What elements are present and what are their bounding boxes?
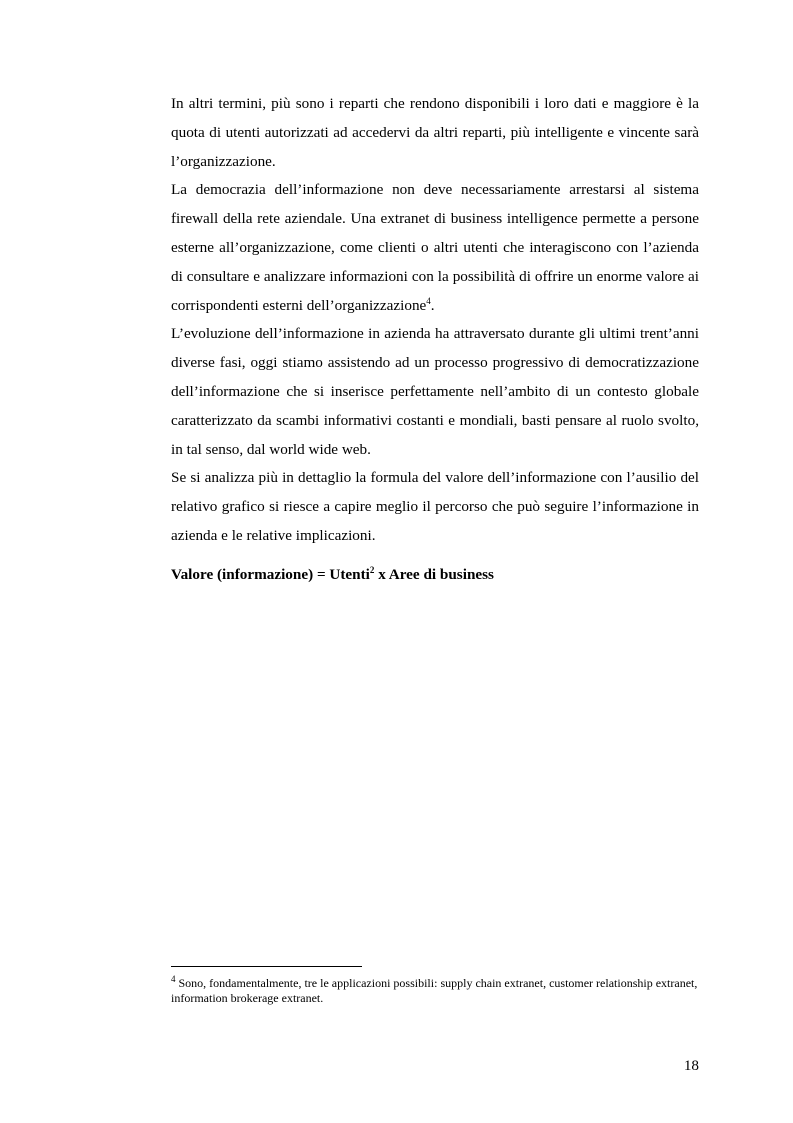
footnote-separator	[171, 966, 362, 967]
paragraph-4	[171, 464, 699, 550]
footnote-reference[interactable]: 4	[426, 295, 431, 306]
paragraph-1	[171, 90, 699, 176]
footnote	[171, 976, 699, 1006]
paragraph-2-text: La democrazia dell’informazione non deve necessariamente arrestarsi al sistema firewall della rete aziendale. Una extranet di business intelligence permette a persone esterne all’organizzazione, come clienti o altri utenti che interagiscono con l’azienda di consultare e analizzare informazioni con la possibilità di offrire un enorme valore ai corrispondenti esterni dell’organizzazione	[171, 181, 699, 314]
footnote-number: 4	[171, 974, 176, 984]
paragraph-2	[171, 176, 699, 320]
page-number: 18	[683, 1057, 699, 1074]
formula-lhs: Valore (informazione) = Utenti	[171, 566, 370, 583]
value-formula	[171, 561, 699, 589]
paragraph-3-text: L’evoluzione dell’informazione in azienda ha attraversato durante gli ultimi trent’anni diverse fasi, oggi stiamo assistendo ad un processo progressivo di democratizzazione dell’informazione che si inserisce perfettamente nell’ambito di un contesto globale caratterizzato da scambi informativi costanti e mondiali, basti pensare al ruolo svolto, in tal senso, dal world wide web.	[171, 325, 699, 458]
paragraph-3	[171, 320, 699, 464]
footnote-text: Sono, fondamentalmente, tre le applicazioni possibili: supply chain extranet, customer relationship extranet, information brokerage extranet.	[171, 976, 698, 1005]
body-text	[171, 90, 699, 551]
paragraph-1-text: In altri termini, più sono i reparti che rendono disponibili i loro dati e maggiore è la quota di utenti autorizzati ad accedervi da altri reparti, più intelligente e vincente sarà l’organizzazione.	[171, 95, 699, 170]
paragraph-2-end: .	[430, 296, 435, 314]
paragraph-4-text: Se si analizza più in dettaglio la formula del valore dell’informazione con l’ausilio del relativo grafico si riesce a capire meglio il percorso che può seguire l’informazione in azienda e le relative implicazioni.	[171, 469, 699, 544]
formula-rhs: x Aree di business	[374, 566, 494, 583]
formula-exponent: 2	[369, 565, 375, 575]
